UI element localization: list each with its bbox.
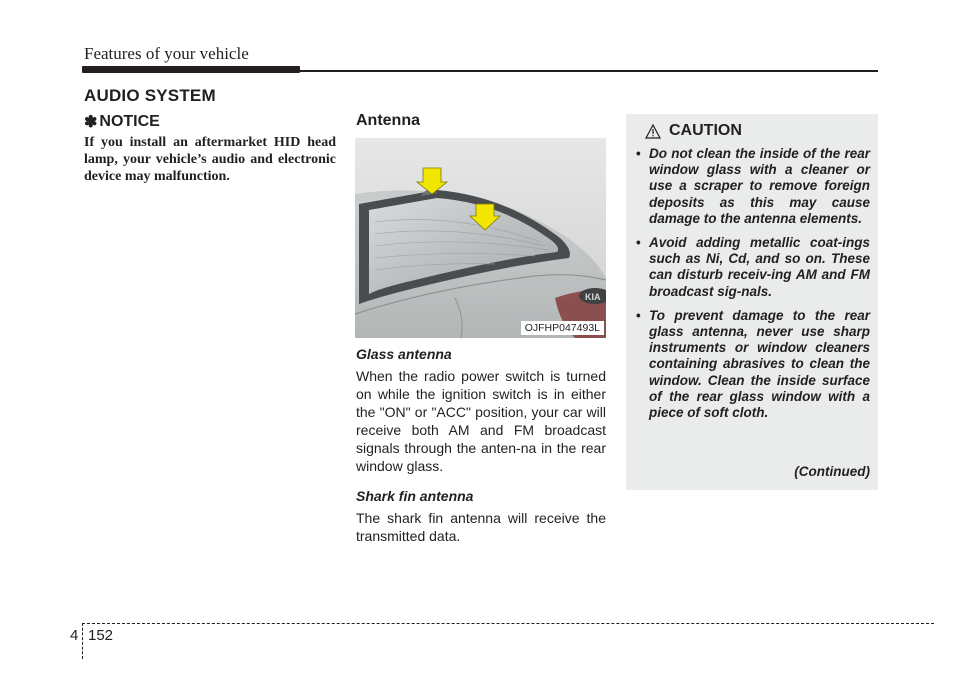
caution-item: • Do not clean the inside of the rear window glass with a cleaner or use a scraper to remove foreign deposits as this may cause damage to the antenna elements. [636,146,870,226]
caution-title: CAUTION [669,122,742,139]
glass-antenna-body: When the radio power switch is turned on while the ignition switch is in either the "ON" or "ACC" position, your car will receive both AM and FM broadcast signals through the anten-na in the rear window glass. [356,368,606,474]
svg-text:KIA: KIA [585,292,601,302]
notice-title: NOTICE [99,113,160,130]
antenna-heading: Antenna [356,112,420,129]
caution-item: • Avoid adding metallic coat-ings such as Ni, Cd, and so on. These can disturb receiv-ing AM and FM broadcast sig-nals. [636,235,870,299]
antenna-figure [355,138,606,338]
notice-cross-icon: ✽ [84,114,98,131]
page-header-title: Features of your vehicle [84,44,249,63]
caution-heading [636,122,742,140]
page-number: 152 [88,627,114,644]
header-rule-thick [82,66,300,73]
car-rear-illustration [355,138,606,338]
chapter-number: 4 [70,627,79,644]
caution-continued: (Continued) [794,464,870,479]
bullet-icon: • [636,235,641,251]
notice-heading [84,112,160,132]
notice-body: If you install an aftermarket HID head lamp, your vehicle’s audio and electronic device may malfunction. [84,135,336,184]
caution-box [626,114,878,490]
bullet-icon: • [636,146,641,161]
figure-code: OJFHP047493L [521,321,604,335]
header-rule-thin [300,70,878,72]
glass-antenna-heading: Glass antenna [356,346,452,362]
footer-rule [82,623,934,624]
section-title: AUDIO SYSTEM [84,86,216,105]
warning-triangle-icon [645,124,661,139]
footer-separator [82,623,83,659]
shark-fin-antenna-heading: Shark fin antenna [356,488,474,504]
shark-fin-antenna-body: The shark fin antenna will receive the transmitted data. [356,510,606,544]
caution-list [636,146,870,429]
bullet-icon: • [636,307,641,323]
caution-item: • To prevent damage to the rear glass antenna, never use sharp instruments or window cleaners containing abrasives to clean the window. Clean the inside surface of the rear glass window with a piece of soft cloth. [636,307,870,421]
